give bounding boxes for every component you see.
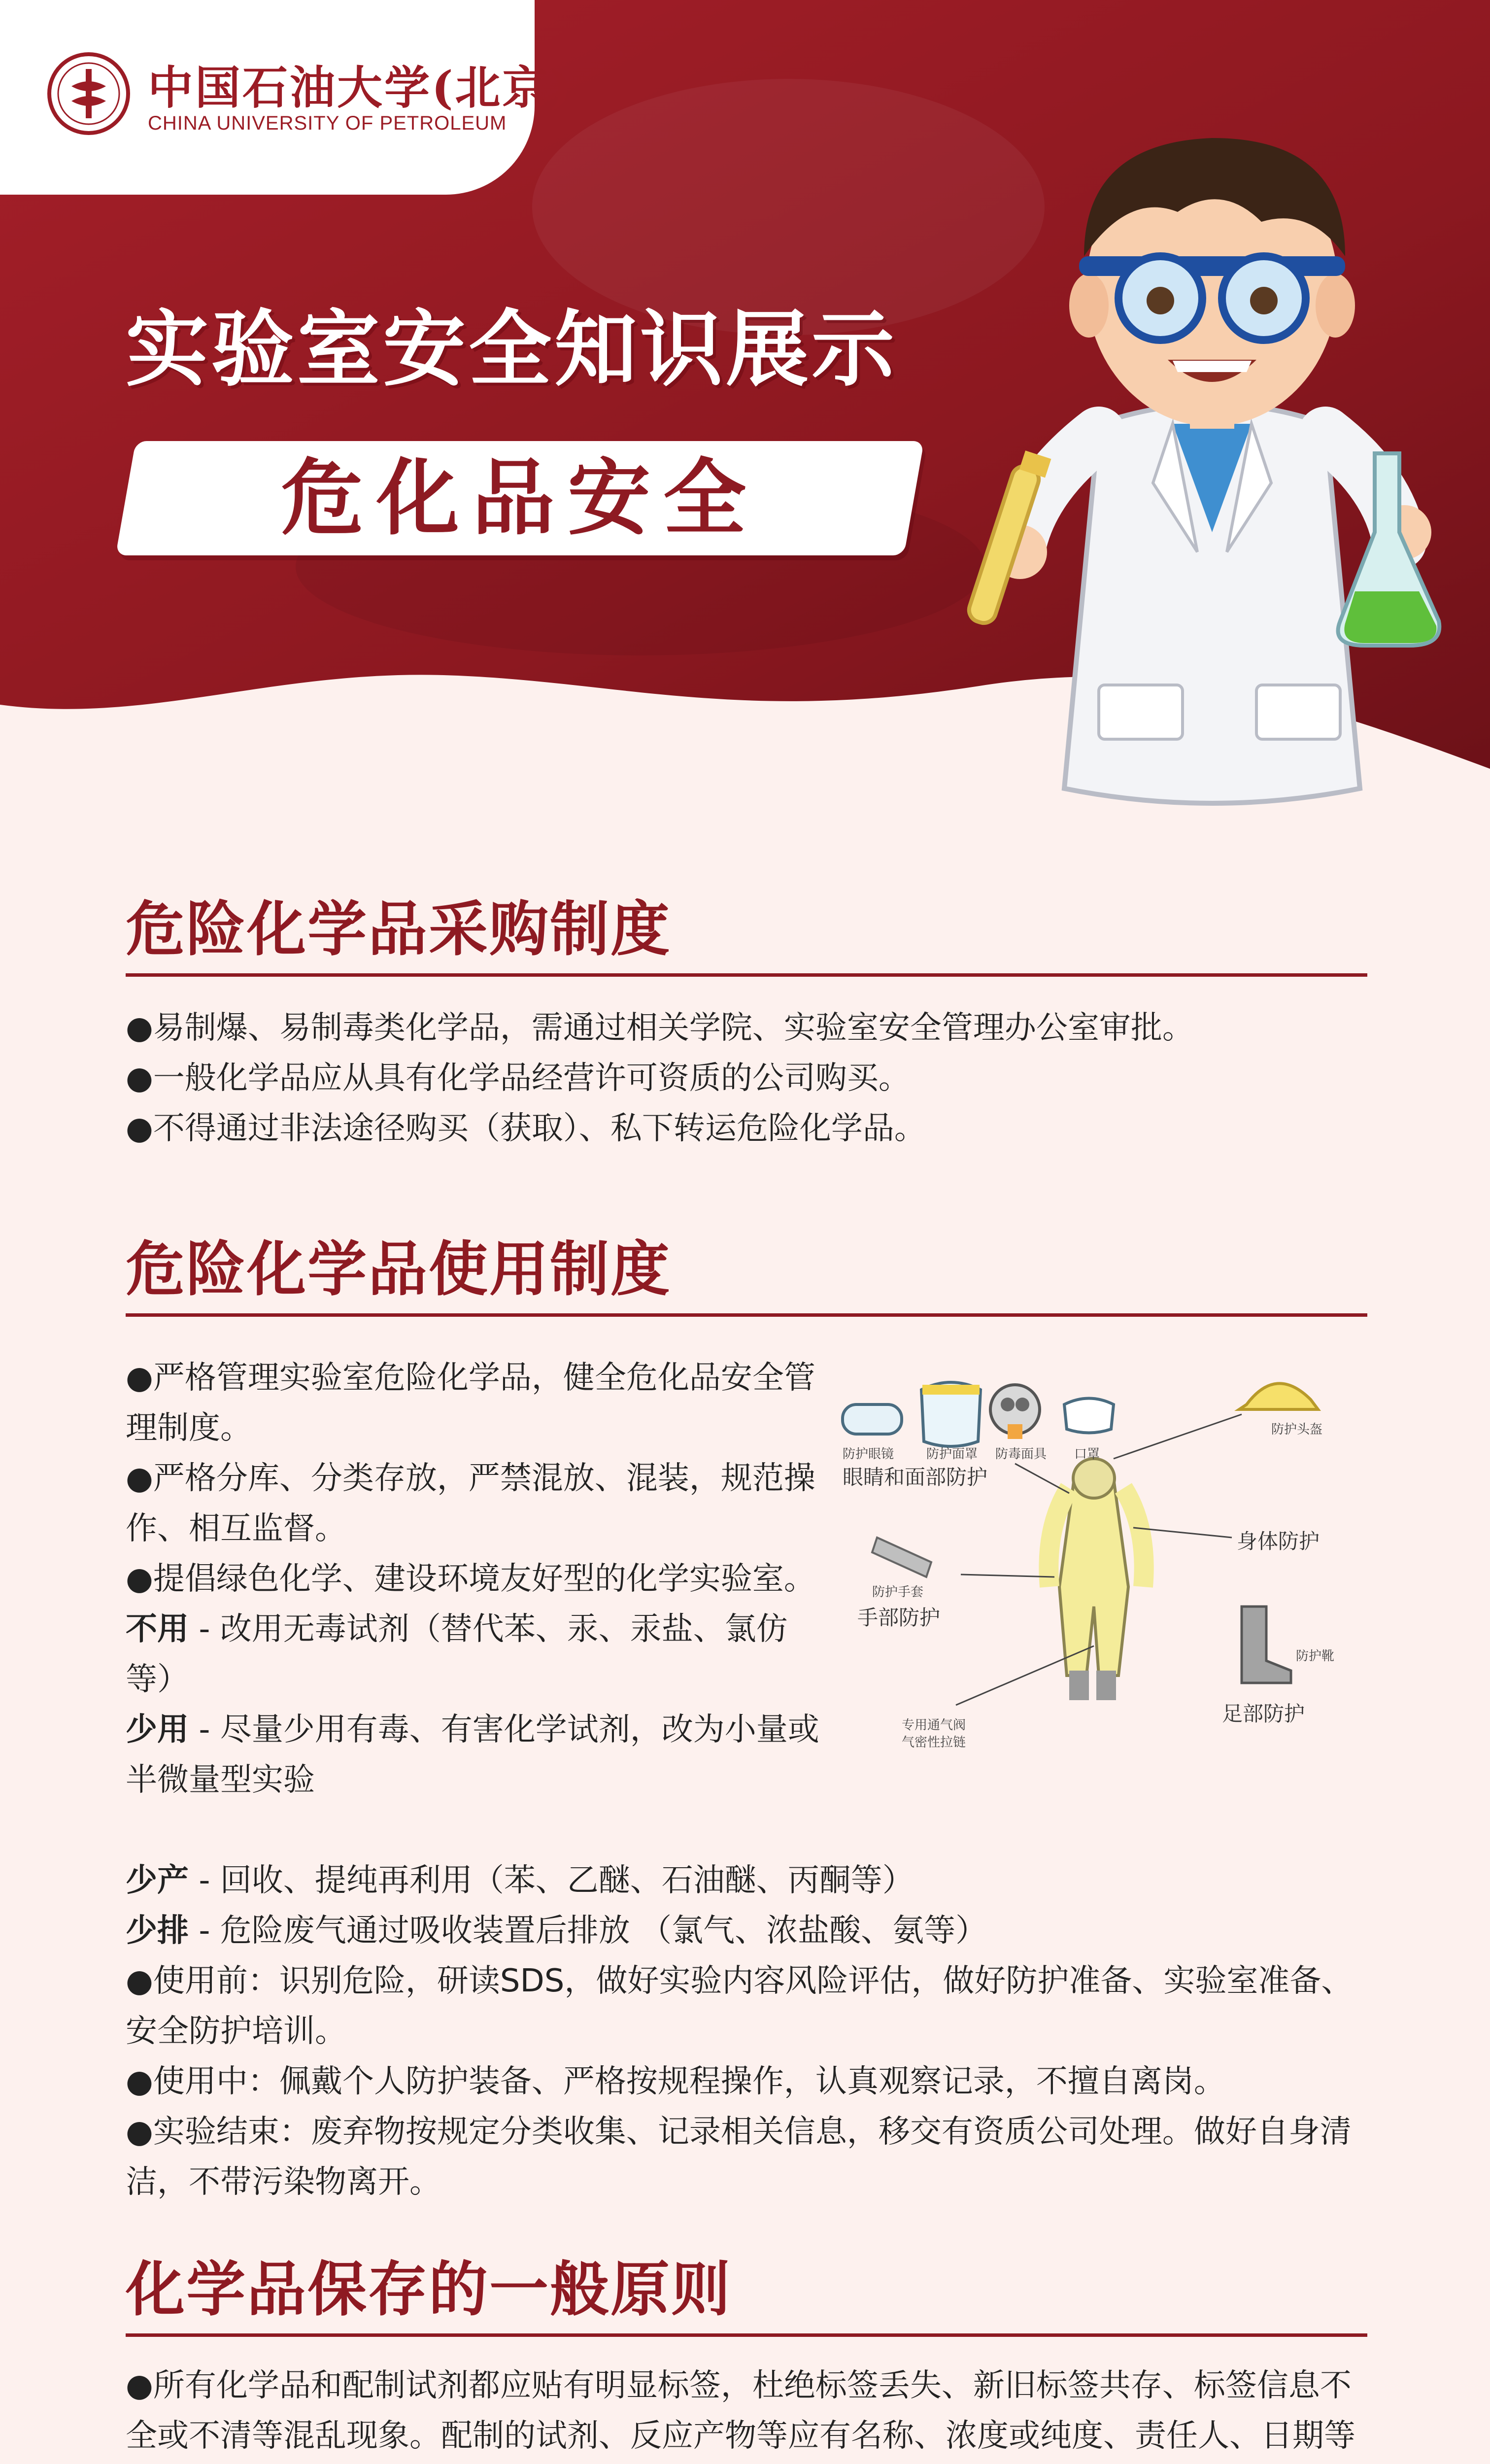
- university-emblem-icon: [47, 52, 131, 136]
- rule-keyword: 少用: [126, 1711, 189, 1748]
- section-divider: [126, 1313, 1367, 1317]
- section-divider: [126, 2333, 1367, 2337]
- section-title-procurement: 危险化学品采购制度: [126, 895, 671, 964]
- usage-list: [126, 1353, 830, 1805]
- ppe-eye-face-label: 眼睛和面部防护: [843, 1465, 988, 1489]
- ppe-hand-label: 手部防护: [857, 1606, 941, 1630]
- list-item: ●不得通过非法途径购买（获取）、私下转运危险化学品。: [126, 1110, 926, 1147]
- section-title-usage: 危险化学品使用制度: [126, 1235, 671, 1304]
- rule-item: [126, 1906, 1367, 1956]
- ppe-face-shield-label: 防护面罩: [926, 1447, 978, 1462]
- section-title-storage: 化学品保存的一般原则: [126, 2256, 732, 2324]
- rule-text: - 改用无毒试剂（替代苯、汞、汞盐、氯仿等）: [126, 1611, 788, 1698]
- storage-list: [126, 2361, 1367, 2464]
- list-item: ●易制爆、易制毒类化学品，需通过相关学院、实验室安全管理办公室审批。: [126, 1010, 1194, 1046]
- ppe-gloves-label: 防护手套: [872, 1585, 924, 1600]
- list-item: ●使用中：佩戴个人防护装备、严格按规程操作，认真观察记录，不擅自离岗。: [126, 2063, 1225, 2100]
- rule-item: [126, 1705, 830, 1805]
- list-item: ●一般化学品应从具有化学品经营许可资质的公司购买。: [126, 1060, 910, 1096]
- list-item: ●所有化学品和配制试剂都应贴有明显标签，杜绝标签丢失、新旧标签共存、标签信息不全或不清等混乱现象。配制的试剂、反应产物等应有名称、浓度或纯度、责任人、日期等: [126, 2367, 1355, 2454]
- university-name-cn: 中国石油大学(北京): [148, 61, 574, 114]
- rule-item: [126, 1855, 1367, 1906]
- rule-text: - 尽量少用有毒、有害化学试剂，改为小量或半微量型实验: [126, 1711, 819, 1798]
- rule-keyword: 少排: [126, 1913, 189, 1949]
- rule-keyword: 不用: [126, 1611, 189, 1647]
- list-item: ●严格分库、分类存放，严禁混放、混装，规范操作、相互监督。: [126, 1460, 815, 1547]
- ppe-goggles-label: 防护眼镜: [843, 1447, 894, 1462]
- list-item: ●实验结束：废弃物按规定分类收集、记录相关信息，移交有资质公司处理。做好自身清洁，不带污染物离开。: [126, 2114, 1352, 2200]
- procurement-list: [126, 1003, 1367, 1154]
- list-item: ●使用前：识别危险，研读SDS，做好实验内容风险评估，做好防护准备、实验室准备、安全防护培训。: [126, 1963, 1353, 2050]
- list-item: ●严格管理实验室危险化学品，健全危化品安全管理制度。: [126, 1360, 815, 1446]
- ppe-body-label: 身体防护: [1237, 1529, 1320, 1553]
- section-divider: [126, 973, 1367, 977]
- rule-text: - 回收、提纯再利用（苯、乙醚、石油醚、丙酮等）: [189, 1862, 914, 1899]
- usage-list-continued: [126, 1855, 1367, 2207]
- logo-card: [0, 0, 574, 195]
- page-subtitle: 危化品安全: [281, 450, 759, 547]
- ppe-mask-label: 口罩: [1074, 1447, 1100, 1462]
- ppe-gas-mask-label: 防毒面具: [995, 1447, 1047, 1462]
- ppe-boots-label: 防护靴: [1296, 1649, 1335, 1664]
- ppe-diagram: [838, 1331, 1380, 1764]
- ppe-zipper-label: 气密性拉链: [902, 1735, 966, 1750]
- rule-text: - 危险废气通过吸收装置后排放 （氯气、浓盐酸、氨等）: [189, 1913, 987, 1949]
- university-name-en: CHINA UNIVERSITY OF PETROLEUM: [148, 112, 507, 134]
- rule-keyword: 少产: [126, 1862, 189, 1899]
- ppe-helmet-label: 防护头盔: [1271, 1422, 1323, 1437]
- page-title: 实验室安全知识展示: [126, 301, 897, 398]
- rule-item: [126, 1604, 830, 1705]
- ppe-foot-label: 足部防护: [1222, 1702, 1305, 1726]
- scientist-illustration: [966, 108, 1458, 828]
- ppe-valve-label: 专用通气阀: [902, 1718, 966, 1733]
- list-item: ●提倡绿色化学、建设环境友好型的化学实验室。: [126, 1561, 815, 1597]
